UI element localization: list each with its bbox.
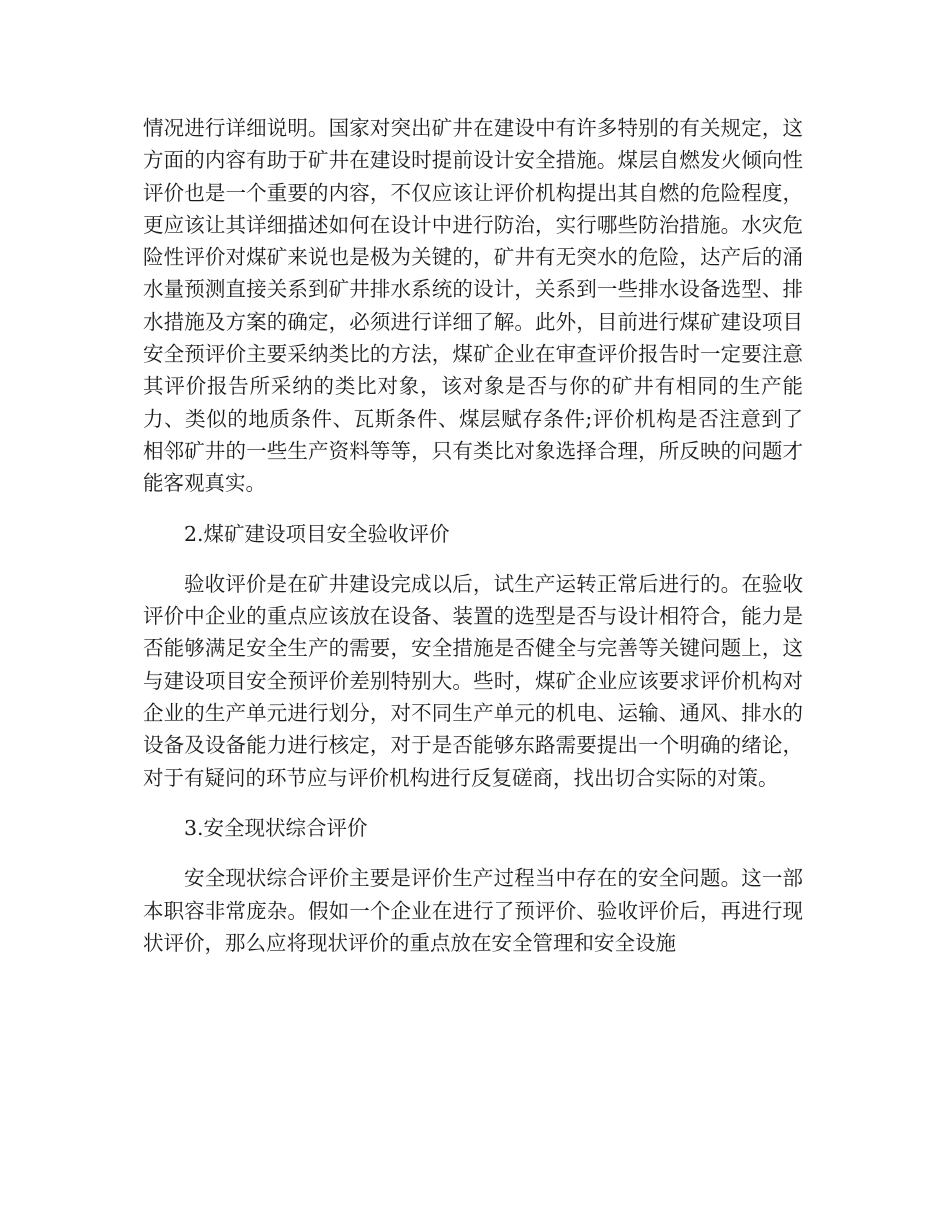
paragraph-body-3: 安全现状综合评价主要是评价生产过程当中存在的安全问题。这一部本职容非常庞杂。假如一个企业在进行了预评价、验收评价后，再进行现状评价，那么应将现状评价的重点放在安全管理和安全设施 (143, 866, 803, 955)
section-heading-2: 2.煤矿建设项目安全验收评价 (184, 521, 450, 546)
paragraph-body-1: 情况进行详细说明。国家对突出矿井在建设中有许多特别的有关规定，这方面的内容有助于矿井在建设时提前设计安全措施。煤层自燃发火倾向性评价也是一个重要的内容，不仅应该让评价机构提出其自燃的危险程度，更应该让其详细描述如何在设计中进行防治，实行哪些防治措施。水灾危险性评价对煤矿来说也是极为关键的，矿井有无突水的危险，达产后的涌水量预测直接关系到矿井排水系统的设计，关系到一些排水设备选型、排水措施及方案的确定，必须进行详细了解。此外，目前进行煤矿建设项目安全预评价主要采纳类比的方法，煤矿企业在审查评价报告时一定要注意其评价报告所采纳的类比对象，该对象是否与你的矿井有相同的生产能力、类似的地质条件、瓦斯条件、煤层赋存条件;评价机构是否注意到了相邻矿井的一些生产资料等等，只有类比对象选择合理，所反映的问题才能客观真实。 (143, 116, 803, 496)
document-page (143, 112, 803, 959)
spacer (143, 550, 803, 568)
spacer (143, 500, 803, 518)
spacer (143, 844, 803, 862)
section-heading-3: 3.安全现状综合评价 (184, 815, 368, 840)
spacer (143, 794, 803, 812)
paragraph-body-2: 验收评价是在矿井建设完成以后，试生产运转正常后进行的。在验收评价中企业的重点应该放在设备、装置的选型是否与设计相符合，能力是否能够满足安全生产的需要，安全措施是否健全与完善等关键问题上，这与建设项目安全预评价差别特别大。些时，煤矿企业应该要求评价机构对企业的生产单元进行划分，对不同生产单元的机电、运输、通风、排水的设备及设备能力进行核定，对于是否能够东路需要提出一个明确的绪论，对于有疑问的环节应与评价机构进行反复磋商，找出切合实际的对策。 (143, 571, 803, 790)
